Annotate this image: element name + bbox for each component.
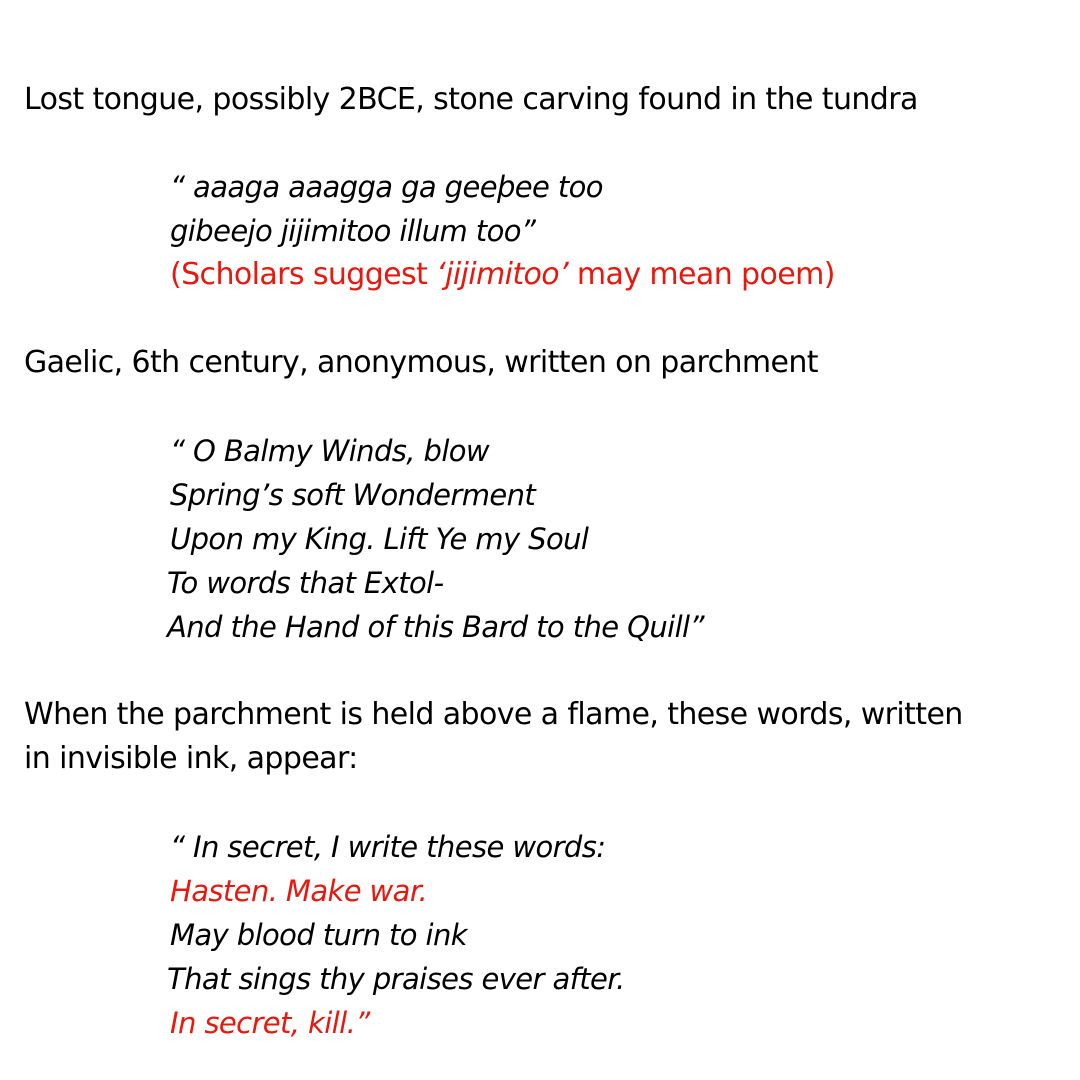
heading-lost-tongue: Lost tongue, possibly 2BCE, stone carving found in the tundra	[24, 82, 918, 117]
verse-line: To words that Extol-	[167, 566, 444, 600]
verse-line: May blood turn to ink	[170, 918, 467, 952]
verse-line: Upon my King. Lift Ye my Soul	[170, 522, 589, 556]
verse-line: “ In secret, I write these words:	[170, 830, 606, 864]
verse-line: That sings thy praises ever after.	[167, 962, 625, 996]
heading-parchment-flame-continued: in invisible ink, appear:	[24, 741, 358, 776]
verse-line-hidden: In secret, kill.”	[170, 1006, 370, 1040]
scholars-note-term: ‘jijimitoo’	[436, 257, 568, 292]
heading-gaelic: Gaelic, 6th century, anonymous, written on parchment	[24, 345, 818, 380]
verse-line: gibeejo jijimitoo illum too”	[170, 214, 536, 248]
verse-line-hidden: Hasten. Make war.	[170, 874, 428, 908]
verse-line: “ aaaga aaagga ga geeþee too	[170, 170, 603, 204]
scholars-note-after: may mean poem)	[568, 257, 835, 292]
verse-line: “ O Balmy Winds, blow	[170, 434, 490, 468]
heading-parchment-flame: When the parchment is held above a flame, these words, written	[24, 697, 963, 732]
verse-line: Spring’s soft Wonderment	[170, 478, 536, 512]
verse-line: And the Hand of this Bard to the Quill”	[167, 610, 704, 644]
scholars-note	[170, 253, 835, 297]
scholars-note-before: (Scholars suggest	[170, 257, 437, 292]
